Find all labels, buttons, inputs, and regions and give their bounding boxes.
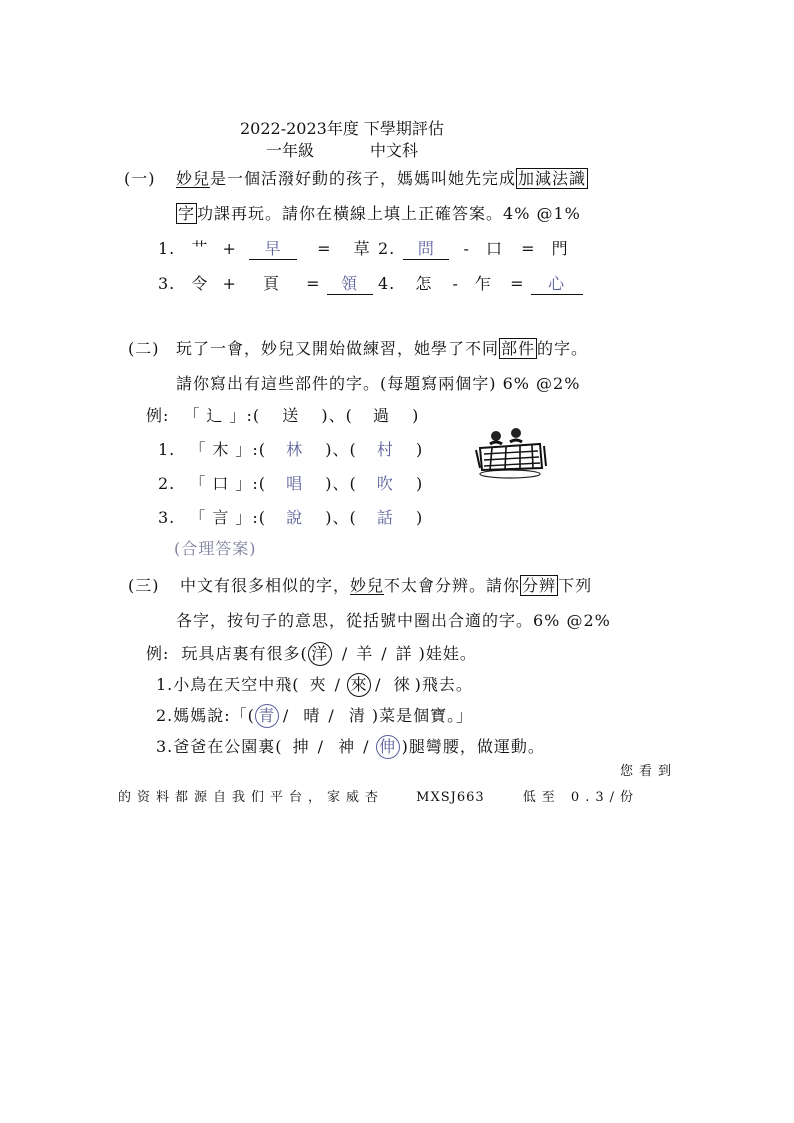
footer-line1: 您看到 bbox=[620, 764, 678, 779]
choice-circled[interactable]: 來 bbox=[347, 673, 371, 697]
s2-row-1: 1. 「 木 」:( 林 )、( 村 ) bbox=[158, 440, 424, 459]
sentence-end: )菜是個寶。」 bbox=[371, 706, 474, 725]
operator: = bbox=[306, 274, 321, 293]
sentence-end: )飛去。 bbox=[414, 675, 473, 694]
s3-question-3: 3.爸爸在公園裏( 抻 / 神 / 伸 )腿彎腰，做運動。 bbox=[156, 734, 545, 759]
answer-word-1[interactable]: 說 bbox=[286, 508, 304, 527]
section3-number: (三) bbox=[128, 576, 160, 595]
section1-line2-text: 功課再玩。請你在橫線上填上正確答案。4% @1% bbox=[197, 204, 581, 223]
boxed-term: 加減法識 bbox=[518, 169, 587, 188]
operator: - bbox=[463, 239, 470, 258]
section2-number: (二) bbox=[128, 339, 160, 358]
radical: 辶 bbox=[206, 406, 224, 425]
section3-line2: 各字，按句子的意思，從括號中圈出合適的字。6% @2% bbox=[176, 611, 611, 630]
radical: 木 bbox=[212, 440, 230, 459]
section1-line2 bbox=[176, 201, 581, 224]
section2-line1 bbox=[176, 336, 588, 359]
answer-blank[interactable]: 早 bbox=[249, 236, 297, 260]
component: 艹 bbox=[191, 239, 209, 258]
s1-item-2 bbox=[378, 236, 569, 260]
word-1: 送 bbox=[282, 406, 300, 425]
section2-line1-end: 的字。 bbox=[537, 339, 589, 358]
answer-blank[interactable]: 心 bbox=[531, 271, 583, 295]
sentence-start: 3.爸爸在公園裏( bbox=[156, 737, 283, 756]
choice-circled[interactable]: 青 bbox=[255, 704, 279, 728]
operator: = bbox=[521, 239, 536, 258]
answer-blank[interactable]: 問 bbox=[403, 236, 449, 260]
boxed-term: 部件 bbox=[501, 339, 536, 358]
section1-number: (一) bbox=[124, 169, 156, 188]
item-number: 4. bbox=[378, 274, 396, 293]
component: 怎 bbox=[415, 274, 433, 293]
item-number: 2. bbox=[378, 239, 396, 258]
result: 門 bbox=[551, 239, 569, 258]
component: 頁 bbox=[262, 274, 280, 293]
sentence-end: )腿彎腰，做運動。 bbox=[401, 737, 545, 756]
answer-word-1[interactable]: 林 bbox=[286, 440, 304, 459]
name-miaoer: 妙兒 bbox=[176, 169, 211, 188]
boxed-term: 字 bbox=[178, 204, 196, 223]
component: 令 bbox=[191, 274, 209, 293]
s3-example: 例: 玩具店裏有很多( 洋 / 羊 / 詳 )娃娃。 bbox=[146, 641, 477, 666]
row-label: 2. bbox=[158, 474, 176, 493]
section3-line1-end: 下列 bbox=[558, 576, 593, 595]
s3-question-1: 1.小鳥在天空中飛( 夾 / 來 / 徠 )飛去。 bbox=[156, 672, 473, 697]
answer-word-2[interactable]: 話 bbox=[376, 508, 394, 527]
children-bench-illustration bbox=[472, 424, 548, 480]
row-label: 例: bbox=[146, 644, 170, 663]
item-number: 3. bbox=[158, 274, 176, 293]
choice[interactable]: 清 bbox=[348, 706, 366, 725]
sentence-start: 2.媽媽說:「( bbox=[156, 706, 255, 725]
section3-line1-text: 中文有很多相似的字， bbox=[180, 576, 351, 595]
row-label: 3. bbox=[158, 508, 176, 527]
s1-item-4 bbox=[378, 271, 583, 295]
operator: = bbox=[317, 239, 332, 258]
s2-row-2: 2. 「 口 」:( 唱 )、( 吹 ) bbox=[158, 474, 424, 493]
footer-price: 低至 0.3/份 bbox=[522, 790, 639, 805]
subject-label: 中文科 bbox=[370, 141, 419, 160]
s1-item-1 bbox=[158, 236, 371, 260]
choice-circled[interactable]: 伸 bbox=[376, 735, 400, 759]
boxed-term: 分辨 bbox=[522, 576, 557, 595]
s2-row-3: 3. 「 言 」:( 說 )、( 話 ) bbox=[158, 508, 424, 527]
choice[interactable]: 夾 bbox=[309, 675, 327, 694]
row-label: 1. bbox=[158, 440, 176, 459]
sentence-start: 玩具店裏有很多( bbox=[181, 644, 308, 663]
answer-word-2[interactable]: 吹 bbox=[376, 474, 394, 493]
section2-line1-text: 玩了一會，妙兒又開始做練習，她學了不同 bbox=[176, 339, 500, 358]
section3-line1 bbox=[180, 573, 592, 596]
s3-question-2: 2.媽媽說:「( 青 / 晴 / 清 )菜是個寶。」 bbox=[156, 703, 473, 728]
choice[interactable]: 神 bbox=[338, 737, 356, 756]
choice-circled: 洋 bbox=[308, 642, 332, 666]
footer-line2 bbox=[118, 786, 639, 805]
answer-word-1[interactable]: 唱 bbox=[286, 474, 304, 493]
word-2: 過 bbox=[372, 406, 390, 425]
choice: 詳 bbox=[395, 644, 413, 663]
result: 草 bbox=[353, 239, 371, 258]
radical: 言 bbox=[212, 508, 230, 527]
answer-blank[interactable]: 領 bbox=[327, 271, 373, 295]
row-label: 例: bbox=[146, 406, 170, 425]
operator: + bbox=[222, 274, 237, 293]
s2-row-example: 例: 「 辶 」:( 送 )、( 過 ) bbox=[146, 406, 420, 425]
choice[interactable]: 晴 bbox=[303, 706, 321, 725]
operator: = bbox=[510, 274, 525, 293]
exam-title: 2022-2023年度 下學期評估 bbox=[240, 119, 444, 138]
name-miaoer: 妙兒 bbox=[350, 576, 385, 595]
reasonable-answer-note: (合理答案) bbox=[174, 539, 257, 558]
sentence-end: )娃娃。 bbox=[418, 644, 477, 663]
choice: 羊 bbox=[356, 644, 374, 663]
item-number: 1. bbox=[158, 239, 176, 258]
operator: - bbox=[452, 274, 459, 293]
section1-line1 bbox=[176, 166, 588, 189]
choice[interactable]: 抻 bbox=[292, 737, 310, 756]
component: 口 bbox=[485, 239, 503, 258]
footer-code: MXSJ663 bbox=[416, 790, 485, 805]
section2-line2: 請你寫出有這些部件的字。(每題寫兩個字) 6% @2% bbox=[176, 374, 581, 393]
radical: 口 bbox=[212, 474, 230, 493]
answer-word-2[interactable]: 村 bbox=[376, 440, 394, 459]
section3-line1-mid: 不太會分辨。請你 bbox=[384, 576, 521, 595]
choice[interactable]: 徠 bbox=[393, 675, 411, 694]
s1-item-3 bbox=[158, 271, 373, 295]
footer-text: 的资料都源自我们平台，家威杏 bbox=[118, 790, 385, 805]
operator: + bbox=[222, 239, 237, 258]
grade-label: 一年級 bbox=[266, 141, 315, 160]
sentence-start: 1.小鳥在天空中飛( bbox=[156, 675, 300, 694]
component: 乍 bbox=[474, 274, 492, 293]
section1-line1-text: 是一個活潑好動的孩子，媽媽叫她先完成 bbox=[210, 169, 517, 188]
